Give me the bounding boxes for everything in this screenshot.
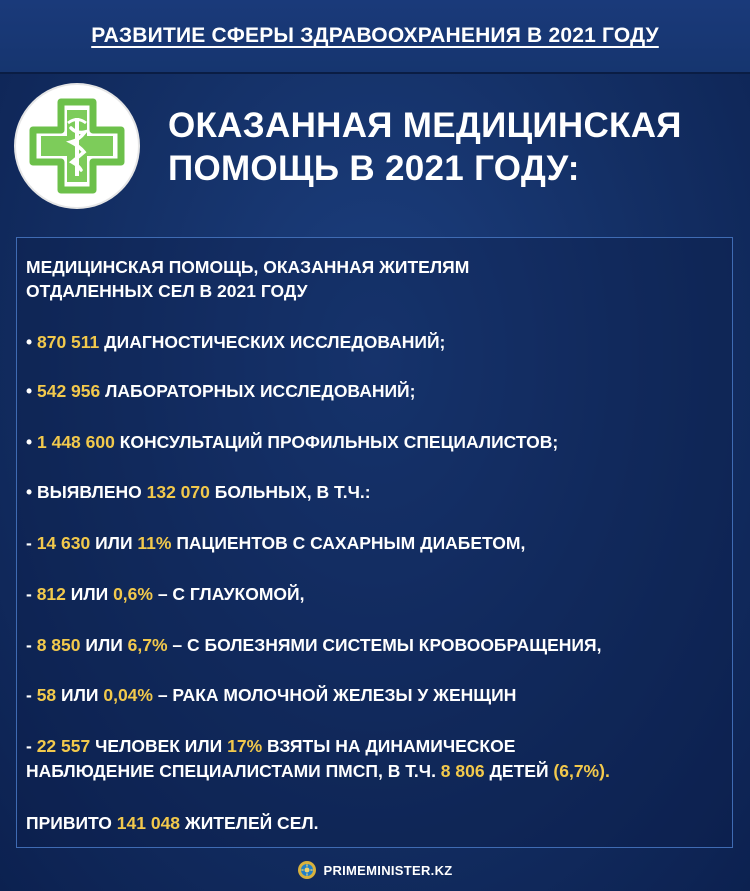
dynamic-children-value: 8 806 <box>440 761 485 781</box>
headline-line-2: ПОМОЩЬ В 2021 ГОДУ: <box>168 149 580 188</box>
sub-item-value: 812 <box>36 584 66 604</box>
sub-item-dash: - <box>26 533 37 553</box>
sub-item-dash: - <box>26 635 37 655</box>
sub-item-mid: ИЛИ <box>80 635 128 655</box>
vaccinated-text: ЖИТЕЛЕЙ СЕЛ. <box>180 813 319 833</box>
sub-item-percent: 6,7% <box>127 635 168 655</box>
list-item-bullet: • ВЫЯВЛЕНО <box>26 482 147 502</box>
intro-line-2: ОТДАЛЕННЫХ СЕЛ В 2021 ГОДУ <box>26 281 308 301</box>
sub-item-dash: - <box>26 584 37 604</box>
vaccinated-line <box>26 813 319 834</box>
sub-item-text: – РАКА МОЛОЧНОЙ ЖЕЛЕЗЫ У ЖЕНЩИН <box>152 685 517 705</box>
list-item-diagnostics <box>26 332 445 353</box>
dynamic-text-2: НАБЛЮДЕНИЕ СПЕЦИАЛИСТАМИ ПМСП, В Т.Ч. <box>26 761 441 781</box>
list-item-value: 870 511 <box>37 332 100 352</box>
list-item-text: БОЛЬНЫХ, В Т.Ч.: <box>209 482 371 502</box>
dynamic-children-percent: (6,7%). <box>553 761 610 781</box>
sub-item-diabetes <box>26 533 525 554</box>
sub-item-mid: ИЛИ <box>56 685 104 705</box>
sub-item-breast-cancer <box>26 685 516 706</box>
dynamic-children-label: ДЕТЕЙ <box>484 761 554 781</box>
sub-item-percent: 11% <box>137 533 172 553</box>
header-bar <box>0 0 750 74</box>
intro-line-1: МЕДИЦИНСКАЯ ПОМОЩЬ, ОКАЗАННАЯ ЖИТЕЛЯМ <box>26 257 470 277</box>
footer-brand-text: PRIMEMINISTER.KZ <box>323 862 453 878</box>
vaccinated-value: 141 048 <box>116 813 181 833</box>
sub-item-percent: 0,04% <box>103 685 153 705</box>
dynamic-mid: ЧЕЛОВЕК ИЛИ <box>90 736 228 756</box>
sub-item-value: 14 630 <box>36 533 91 553</box>
list-item-value: 542 956 <box>37 381 101 401</box>
footer-brand <box>0 852 750 888</box>
list-item-text: ДИАГНОСТИЧЕСКИХ ИССЛЕДОВАНИЙ; <box>99 332 446 352</box>
dynamic-value: 22 557 <box>36 736 91 756</box>
list-item-text: КОНСУЛЬТАЦИЙ ПРОФИЛЬНЫХ СПЕЦИАЛИСТОВ; <box>114 432 559 452</box>
sub-item-text: – С БОЛЕЗНЯМИ СИСТЕМЫ КРОВООБРАЩЕНИЯ, <box>167 635 602 655</box>
sub-item-value: 8 850 <box>36 635 81 655</box>
sub-item-percent: 0,6% <box>113 584 153 604</box>
list-item-consultations <box>26 432 558 453</box>
header-title: РАЗВИТИЕ СФЕРЫ ЗДРАВООХРАНЕНИЯ В 2021 ГОДУ <box>91 24 659 47</box>
sub-item-mid: ИЛИ <box>65 584 114 604</box>
sub-item-dash: - <box>26 685 37 705</box>
logo <box>16 85 138 207</box>
page-headline <box>168 104 738 190</box>
vaccinated-prefix: ПРИВИТО <box>26 813 117 833</box>
dynamic-observation-line-2 <box>26 761 610 782</box>
sub-item-glaucoma <box>26 584 304 605</box>
list-item-value: 132 070 <box>146 482 210 502</box>
list-item-detected <box>26 482 371 503</box>
sub-item-circulatory <box>26 635 601 656</box>
dynamic-observation-line-1 <box>26 736 515 757</box>
dynamic-text-1: ВЗЯТЫ НА ДИНАМИЧЕСКОЕ <box>262 736 516 756</box>
list-item-bullet: • <box>26 332 37 352</box>
sub-item-value: 58 <box>36 685 57 705</box>
list-item-text: ЛАБОРАТОРНЫХ ИССЛЕДОВАНИЙ; <box>100 381 416 401</box>
list-item-bullet: • <box>26 381 37 401</box>
sub-item-text: ПАЦИЕНТОВ С САХАРНЫМ ДИАБЕТОМ, <box>171 533 526 553</box>
medical-cross-caduceus-icon <box>27 96 127 196</box>
state-emblem-icon <box>297 860 317 880</box>
sub-item-dash: - <box>26 736 37 756</box>
list-item-laboratory <box>26 381 415 402</box>
headline-line-1: ОКАЗАННАЯ МЕДИЦИНСКАЯ <box>168 106 682 145</box>
list-item-value: 1 448 600 <box>37 432 115 452</box>
list-item-bullet: • <box>26 432 37 452</box>
sub-item-text: – С ГЛАУКОМОЙ, <box>152 584 305 604</box>
dynamic-percent: 17% <box>227 736 263 756</box>
sub-item-mid: ИЛИ <box>90 533 138 553</box>
